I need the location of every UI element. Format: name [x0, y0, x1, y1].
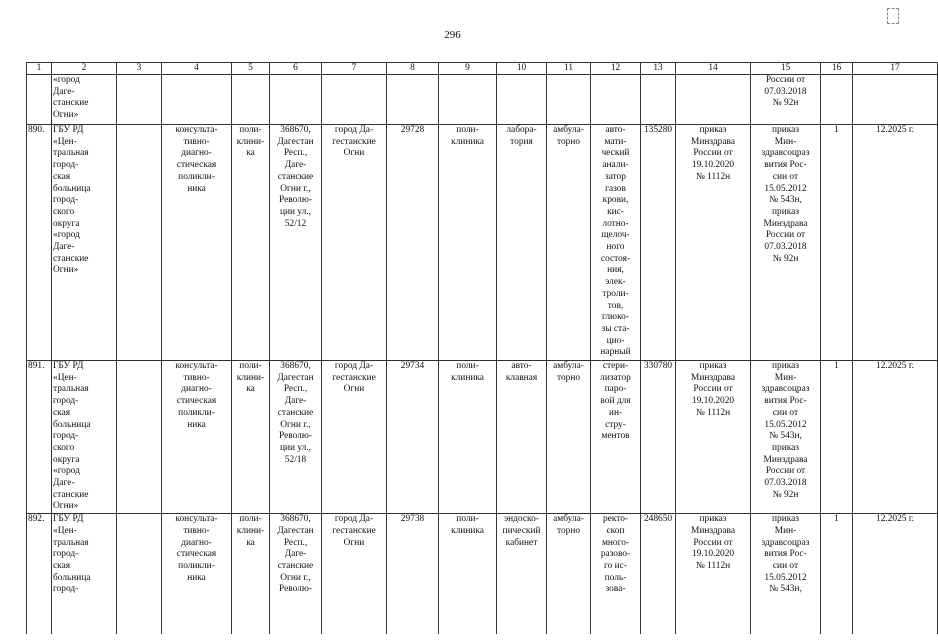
cell-col-15: России от 07.03.2018 № 92н	[751, 75, 821, 125]
column-header-5: 5	[232, 63, 270, 75]
cell-col-1: 890.	[27, 125, 52, 361]
equipment-table	[26, 62, 938, 634]
cell-col-15: приказ Мин- здравсоцраз вития Рос- сии от 15.05.2012 № 543н, приказ Минздрава России от 07.03.2018 № 92н	[751, 361, 821, 514]
cell-col-10: лабора- тория	[497, 125, 547, 361]
cell-col-10: авто- клавная	[497, 361, 547, 514]
table-row	[27, 514, 938, 634]
column-header-9: 9	[439, 63, 497, 75]
column-header-7: 7	[322, 63, 387, 75]
cell-col-8	[387, 75, 439, 125]
cell-col-7	[322, 75, 387, 125]
cell-col-5: поли- клини- ка	[232, 514, 270, 634]
cell-col-13: 248650	[641, 514, 676, 634]
cell-col-12: авто- мати- ческий анали- затор газов крови, кис- лотно- щелоч- ного состоя- ния, элек- троли- тов, глюко- зы ста- цио- нарный	[591, 125, 641, 361]
cell-col-2: ГБУ РД «Цен- тральная город- ская больница город-	[52, 514, 117, 634]
column-header-12: 12	[591, 63, 641, 75]
cell-col-5	[232, 75, 270, 125]
column-header-4: 4	[162, 63, 232, 75]
cell-col-16: 1	[821, 361, 853, 514]
column-header-11: 11	[547, 63, 591, 75]
column-header-17: 17	[853, 63, 938, 75]
cell-col-7: город Да- гестанские Огни	[322, 514, 387, 634]
cell-col-3	[117, 75, 162, 125]
continued-row	[27, 75, 938, 125]
cell-col-8: 29728	[387, 125, 439, 361]
cell-col-3	[117, 361, 162, 514]
column-header-1: 1	[27, 63, 52, 75]
cell-col-3	[117, 125, 162, 361]
column-header-10: 10	[497, 63, 547, 75]
cell-col-9	[439, 75, 497, 125]
table-header	[27, 63, 938, 75]
cell-col-14: приказ Минздрава России от 19.10.2020 № 1112н	[676, 514, 751, 634]
cell-col-13	[641, 75, 676, 125]
cell-col-11: амбула- торно	[547, 125, 591, 361]
cell-col-17	[853, 75, 938, 125]
cell-col-4: консульта- тивно- диагно- стическая поликли- ника	[162, 361, 232, 514]
cell-col-1	[27, 75, 52, 125]
cell-col-12	[591, 75, 641, 125]
column-header-2: 2	[52, 63, 117, 75]
cell-col-16	[821, 75, 853, 125]
cell-col-6	[270, 75, 322, 125]
cell-col-11	[547, 75, 591, 125]
column-header-14: 14	[676, 63, 751, 75]
cell-col-8: 29734	[387, 361, 439, 514]
cell-col-7: город Да- гестанские Огни	[322, 361, 387, 514]
cell-col-4: консульта- тивно- диагно- стическая поликли- ника	[162, 514, 232, 634]
cell-col-1: 891.	[27, 361, 52, 514]
column-header-13: 13	[641, 63, 676, 75]
cell-col-1: 892.	[27, 514, 52, 634]
cell-col-5: поли- клини- ка	[232, 125, 270, 361]
cell-col-9: поли- клиника	[439, 125, 497, 361]
cell-col-9: поли- клиника	[439, 361, 497, 514]
cell-col-6: 368670, Дагестан Респ., Даге- станские Огни г., Револю- ции ул., 52/18	[270, 361, 322, 514]
cell-col-13: 330780	[641, 361, 676, 514]
cell-col-14	[676, 75, 751, 125]
column-header-16: 16	[821, 63, 853, 75]
table-row	[27, 361, 938, 514]
cell-col-7: город Да- гестанские Огни	[322, 125, 387, 361]
cell-col-3	[117, 514, 162, 634]
cell-col-17: 12.2025 г.	[853, 514, 938, 634]
cell-col-12: ректо- скоп много- разово- го ис- поль- зова-	[591, 514, 641, 634]
table-row	[27, 125, 938, 361]
cell-col-8: 29738	[387, 514, 439, 634]
cell-col-15: приказ Мин- здравсоцраз вития Рос- сии от 15.05.2012 № 543н,	[751, 514, 821, 634]
page-number: 296	[444, 29, 461, 41]
cell-col-17: 12.2025 г.	[853, 361, 938, 514]
cell-col-2: ГБУ РД «Цен- тральная город- ская больница город- ского округа «город Даге- станские Огни»	[52, 125, 117, 361]
cell-col-14: приказ Минздрава России от 19.10.2020 № 1112н	[676, 361, 751, 514]
cell-col-17: 12.2025 г.	[853, 125, 938, 361]
cell-col-12: стери- лизатор паро- вой для ин- стру- ментов	[591, 361, 641, 514]
cell-col-2: «город Даге- станские Огни»	[52, 75, 117, 125]
cell-col-11: амбула- торно	[547, 361, 591, 514]
column-header-6: 6	[270, 63, 322, 75]
cell-col-10: эндоско- пический кабинет	[497, 514, 547, 634]
cell-col-11: амбула- торно	[547, 514, 591, 634]
cell-col-2: ГБУ РД «Цен- тральная город- ская больница город- ского округа «город Даге- станские Огни»	[52, 361, 117, 514]
column-header-15: 15	[751, 63, 821, 75]
cell-col-16: 1	[821, 125, 853, 361]
cell-col-15: приказ Мин- здравсоцраз вития Рос- сии от 15.05.2012 № 543н, приказ Минздрава России от 07.03.2018 № 92н	[751, 125, 821, 361]
cell-col-13: 135280	[641, 125, 676, 361]
cell-col-10	[497, 75, 547, 125]
cell-col-6: 368670, Дагестан Респ., Даге- станские Огни г., Револю-	[270, 514, 322, 634]
cell-col-9: поли- клиника	[439, 514, 497, 634]
table-body	[27, 75, 938, 634]
cell-col-6: 368670, Дагестан Респ., Даге- станские Огни г., Револю- ции ул., 52/12	[270, 125, 322, 361]
scan-corner-mark	[887, 8, 899, 24]
column-header-3: 3	[117, 63, 162, 75]
cell-col-4	[162, 75, 232, 125]
cell-col-16: 1	[821, 514, 853, 634]
column-header-8: 8	[387, 63, 439, 75]
cell-col-5: поли- клини- ка	[232, 361, 270, 514]
cell-col-4: консульта- тивно- диагно- стическая поликли- ника	[162, 125, 232, 361]
cell-col-14: приказ Минздрава России от 19.10.2020 № 1112н	[676, 125, 751, 361]
